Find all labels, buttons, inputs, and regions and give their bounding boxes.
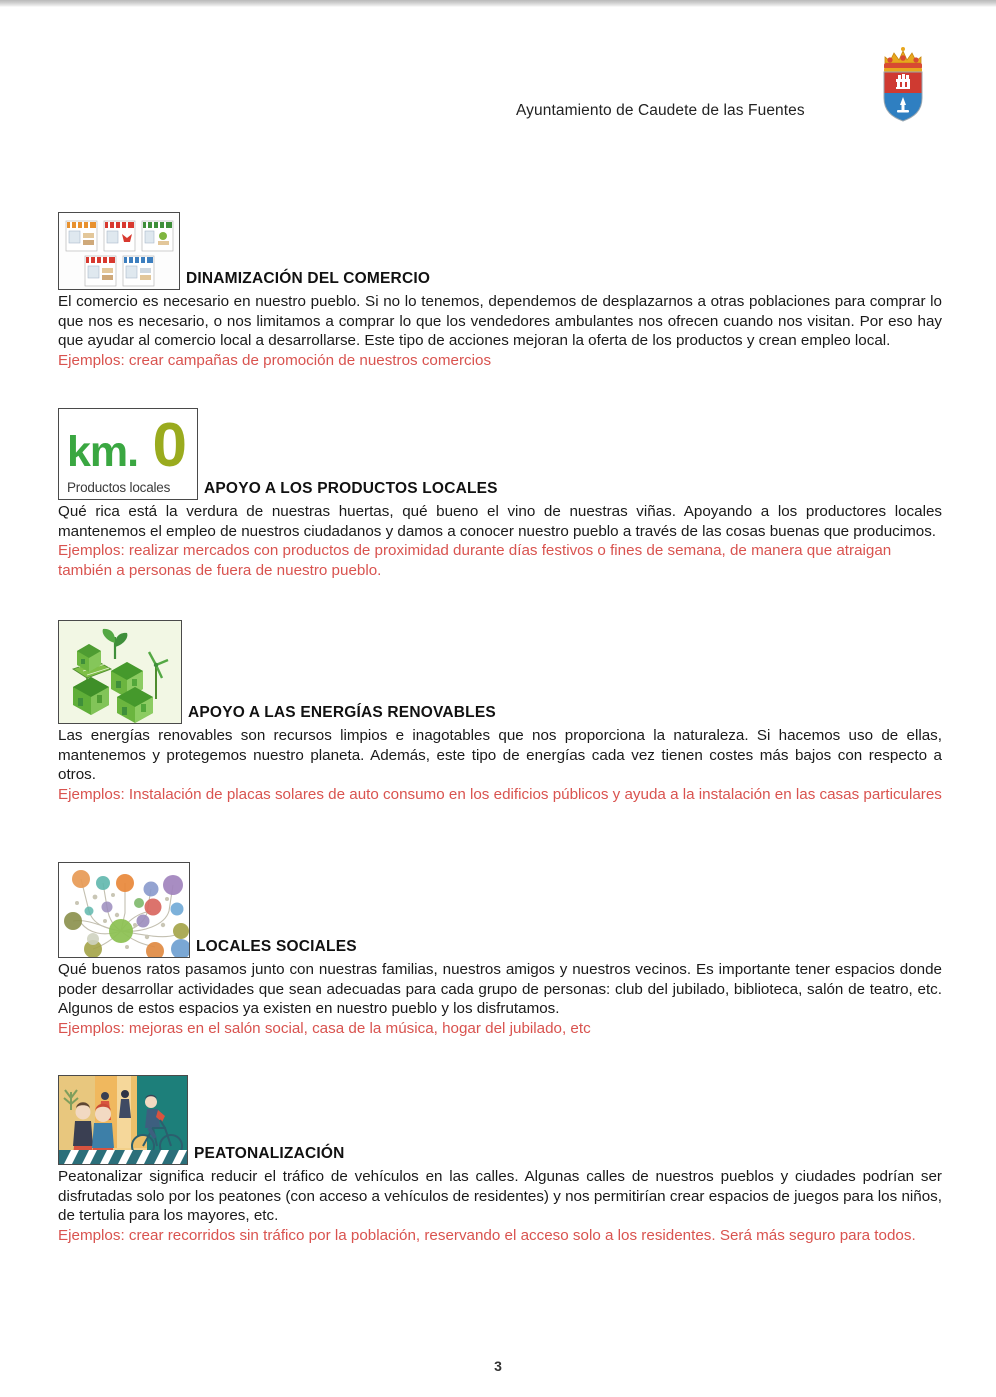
section-heading: APOYO A LOS PRODUCTOS LOCALES [204, 480, 498, 497]
section-example: Ejemplos: crear recorridos sin tráfico por la población, reservando el acceso solo a los residentes. Será más seguro para todos. [58, 1226, 916, 1244]
section-heading: DINAMIZACIÓN DEL COMERCIO [186, 270, 431, 287]
section-heading: PEATONALIZACIÓN [194, 1145, 345, 1162]
section-example: Ejemplos: Instalación de placas solares de auto consumo en los edificios públicos y ayuda a la instalación en las casas particulares [58, 785, 942, 803]
document-header [0, 40, 996, 130]
section-locales-sociales [58, 862, 942, 1038]
section-body: Las energías renovables son recursos limpios e inagotables que nos proporciona la naturaleza. Si hacemos uso de ellas, mantenemos y protegemos nuestro planeta. Además, este tipo de energías cada vez tienen costes más bajos con respecto a otros. [58, 727, 942, 784]
section-body: Qué buenos ratos pasamos junto con nuestras familias, nuestros amigos y nuestros vecinos. Es importante tener espacios donde poder desarrollar actividades que sean adecuadas para cada grupo de personas: club del jubilado, biblioteca, salón de teatro, etc. Algunos de estos espacios ya existen en nuestro pueblo y los disfrutamos. [58, 961, 942, 1018]
section-apoyo-a-las-energias-renovables [58, 620, 942, 804]
section-heading: APOYO A LAS ENERGÍAS RENOVABLES [188, 704, 496, 721]
section-example: Ejemplos: mejoras en el salón social, casa de la música, hogar del jubilado, etc [58, 1019, 591, 1037]
page-number: 3 [494, 1358, 502, 1374]
section-example: Ejemplos: crear campañas de promoción de nuestros comercios [58, 351, 492, 369]
section-body: El comercio es necesario en nuestro pueblo. Si no lo tenemos, dependemos de desplazarnos a otras poblaciones para comprar lo que nos es necesario, o nos limitamos a comprar lo que los vendedores ambulantes nos ofrecen cuando nos visitan. Por eso hay que ayudar al comercio local a desarrollarse. Este tipo de acciones mejoran la oferta de los productos y crean empleo local. [58, 293, 942, 350]
section-peatonalizacion [58, 1075, 942, 1245]
km-cero-zero-text: 0 [152, 411, 187, 480]
section-apoyo-a-los-productos-locales [58, 408, 942, 580]
section-body: Qué rica está la verdura de nuestras huertas, qué bueno el vino de nuestras viñas. Apoyando a los productores locales mantenemos el empleo de nuestros ciudadanos y damos a conocer nuestro pueblo a través de las cosas buenas que producimos. [58, 503, 942, 540]
section-body: Peatonalizar significa reducir el tráfico de vehículos en las calles. Algunas calles de nuestros pueblos y ciudades podrían ser disfrutadas solo por los peatones (con acceso a vehículos de residentes) y nos permitirían crear espacios de juegos para los niños, de tertulia para los mayores, etc. [58, 1168, 942, 1225]
coat-of-arms-icon [872, 43, 934, 123]
page-top-band [0, 0, 996, 7]
section-heading: LOCALES SOCIALES [196, 938, 357, 955]
section-example: Ejemplos: realizar mercados con productos de proximidad durante días festivos o fines de semana, de manera que atraigan también a personas de fuera de nuestro pueblo. [58, 542, 892, 579]
km-cero-subtitle: Productos locales [67, 480, 171, 495]
header-title: Ayuntamiento de Caudete de las Fuentes [516, 102, 805, 119]
section-dinamizacion-del-comercio [58, 212, 942, 370]
km-cero-km-text: km. [67, 428, 139, 476]
